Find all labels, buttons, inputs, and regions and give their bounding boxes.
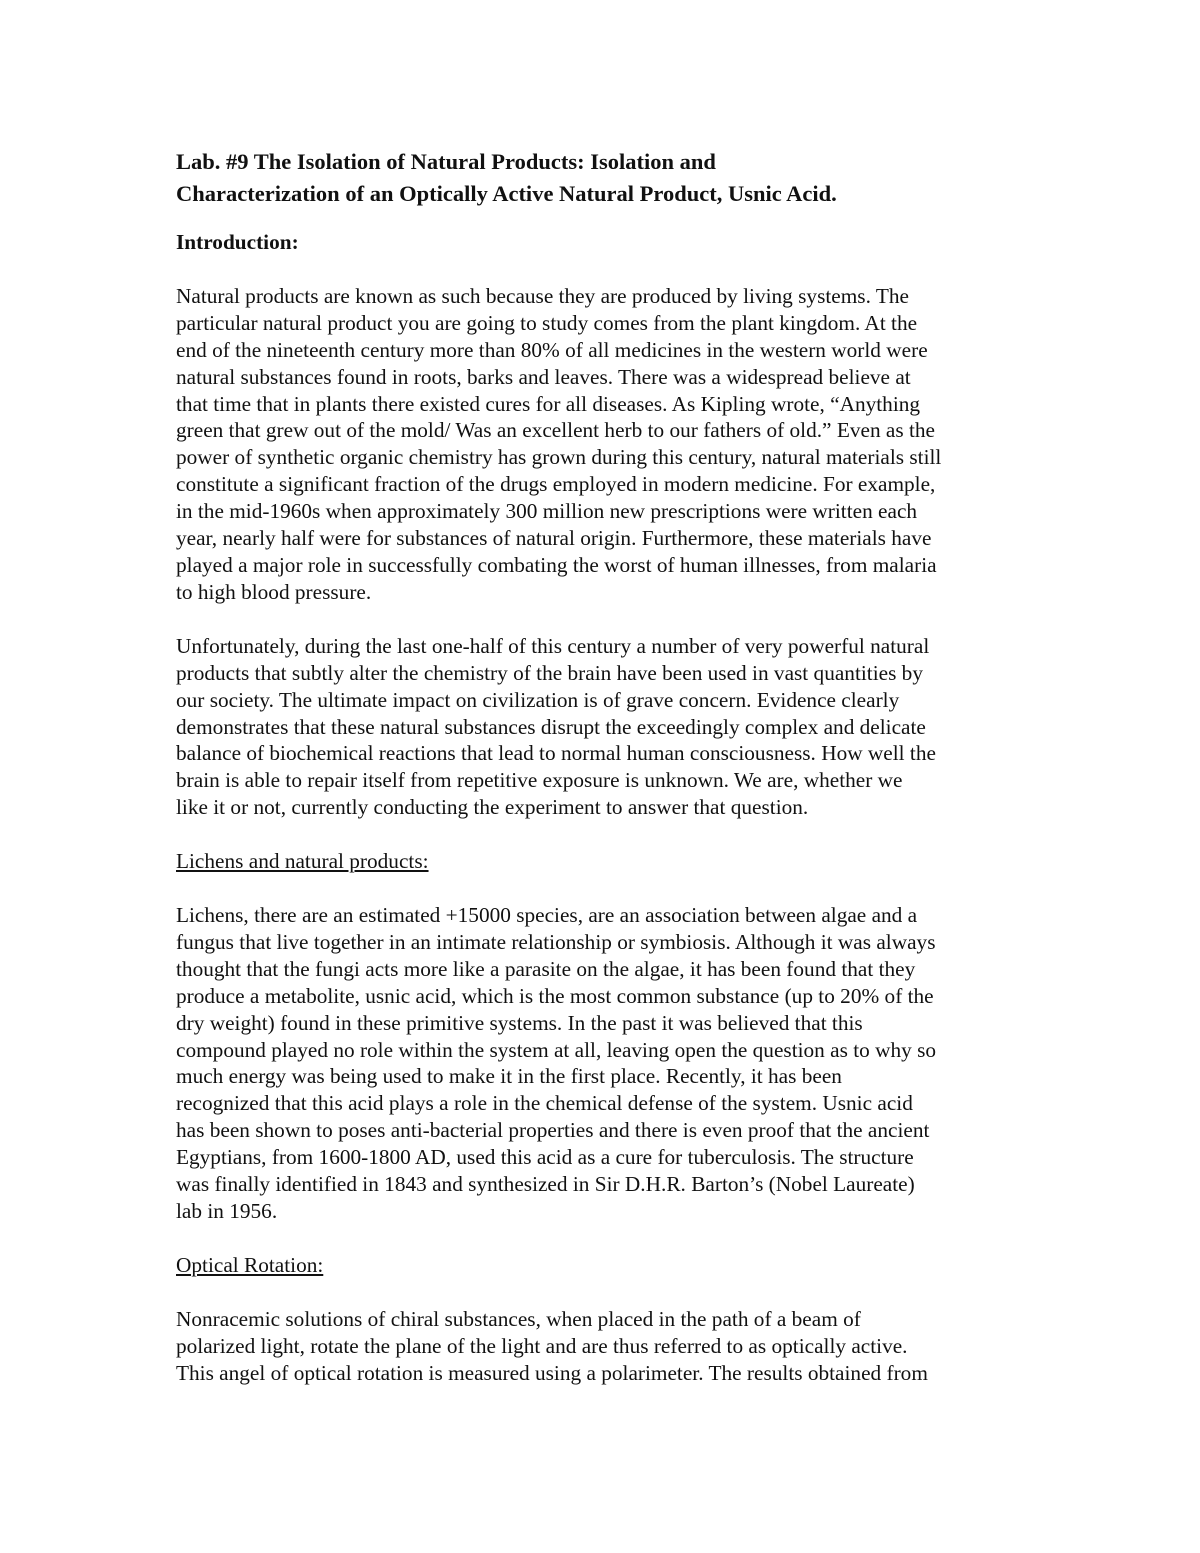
paragraph-lichens <box>176 902 1036 1225</box>
text-line: end of the nineteenth century more than 80% of all medicines in the western world were <box>176 337 928 362</box>
document-page <box>176 146 1036 1414</box>
section-heading-optical-rotation: Optical Rotation: <box>176 1252 324 1277</box>
section-heading-introduction: Introduction: <box>176 230 299 254</box>
text-line: like it or not, currently conducting the experiment to answer that question. <box>176 795 809 820</box>
text-line: constitute a significant fraction of the drugs employed in modern medicine. For example, <box>176 472 936 497</box>
text-line: that time that in plants there existed cures for all diseases. As Kipling wrote, “Anything <box>176 391 921 416</box>
text-line: year, nearly half were for substances of natural origin. Furthermore, these materials have <box>176 526 932 551</box>
text-line: was finally identified in 1843 and synthesized in Sir D.H.R. Barton’s (Nobel Laureate) <box>176 1172 915 1197</box>
text-line: recognized that this acid plays a role in the chemical defense of the system. Usnic acid <box>176 1091 913 1116</box>
text-line: polarized light, rotate the plane of the light and are thus referred to as optically active. <box>176 1333 908 1358</box>
text-line: our society. The ultimate impact on civilization is of grave concern. Evidence clearly <box>176 687 900 712</box>
text-line: lab in 1956. <box>176 1199 278 1223</box>
text-line: This angel of optical rotation is measured using a polarimeter. The results obtained from <box>176 1360 928 1385</box>
text-line: dry weight) found in these primitive systems. In the past it was believed that this <box>176 1010 863 1035</box>
text-line: Natural products are known as such because they are produced by living systems. The <box>176 283 909 308</box>
text-line: has been shown to poses anti-bacterial properties and there is even proof that the ancient <box>176 1118 930 1143</box>
text-line: fungus that live together in an intimate relationship or symbiosis. Although it was always <box>176 929 936 954</box>
text-line: products that subtly alter the chemistry of the brain have been used in vast quantities by <box>176 660 923 685</box>
section-heading-lichens: Lichens and natural products: <box>176 849 429 874</box>
text-line: compound played no role within the system at all, leaving open the question as to why so <box>176 1037 937 1062</box>
document-title: Lab. #9 The Isolation of Natural Products: Isolation and Characterization of an Optically Active Natural Product, Usnic Acid. <box>176 149 837 206</box>
text-line: balance of biochemical reactions that lead to normal human consciousness. How well the <box>176 741 936 766</box>
text-line: in the mid-1960s when approximately 300 million new prescriptions were written each <box>176 499 918 524</box>
text-line: much energy was being used to make it in the first place. Recently, it has been <box>176 1064 842 1089</box>
text-line: Unfortunately, during the last one-half of this century a number of very powerful natural <box>176 633 930 658</box>
text-line: played a major role in successfully combating the worst of human illnesses, from malaria <box>176 552 937 577</box>
text-line: thought that the fungi acts more like a parasite on the algae, it has been found that they <box>176 956 916 981</box>
text-line: natural substances found in roots, barks and leaves. There was a widespread believe at <box>176 364 911 389</box>
paragraph-intro-1 <box>176 283 1036 606</box>
text-line: particular natural product you are going to study comes from the plant kingdom. At the <box>176 310 918 335</box>
text-line: power of synthetic organic chemistry has grown during this century, natural materials still <box>176 445 942 470</box>
paragraph-intro-2 <box>176 633 1036 821</box>
text-line: Egyptians, from 1600-1800 AD, used this acid as a cure for tuberculosis. The structure <box>176 1145 914 1170</box>
text-line: green that grew out of the mold/ Was an excellent herb to our fathers of old.” Even as the <box>176 418 936 443</box>
text-line: to high blood pressure. <box>176 579 372 604</box>
text-line: produce a metabolite, usnic acid, which is the most common substance (up to 20% of the <box>176 983 934 1008</box>
text-line: Nonracemic solutions of chiral substances, when placed in the path of a beam of <box>176 1306 861 1331</box>
text-line: Lichens, there are an estimated +15000 species, are an association between algae and a <box>176 903 918 928</box>
text-line: brain is able to repair itself from repetitive exposure is unknown. We are, whether we <box>176 768 903 793</box>
paragraph-optical-rotation <box>176 1306 1036 1387</box>
text-line: demonstrates that these natural substances disrupt the exceedingly complex and delicate <box>176 714 926 739</box>
